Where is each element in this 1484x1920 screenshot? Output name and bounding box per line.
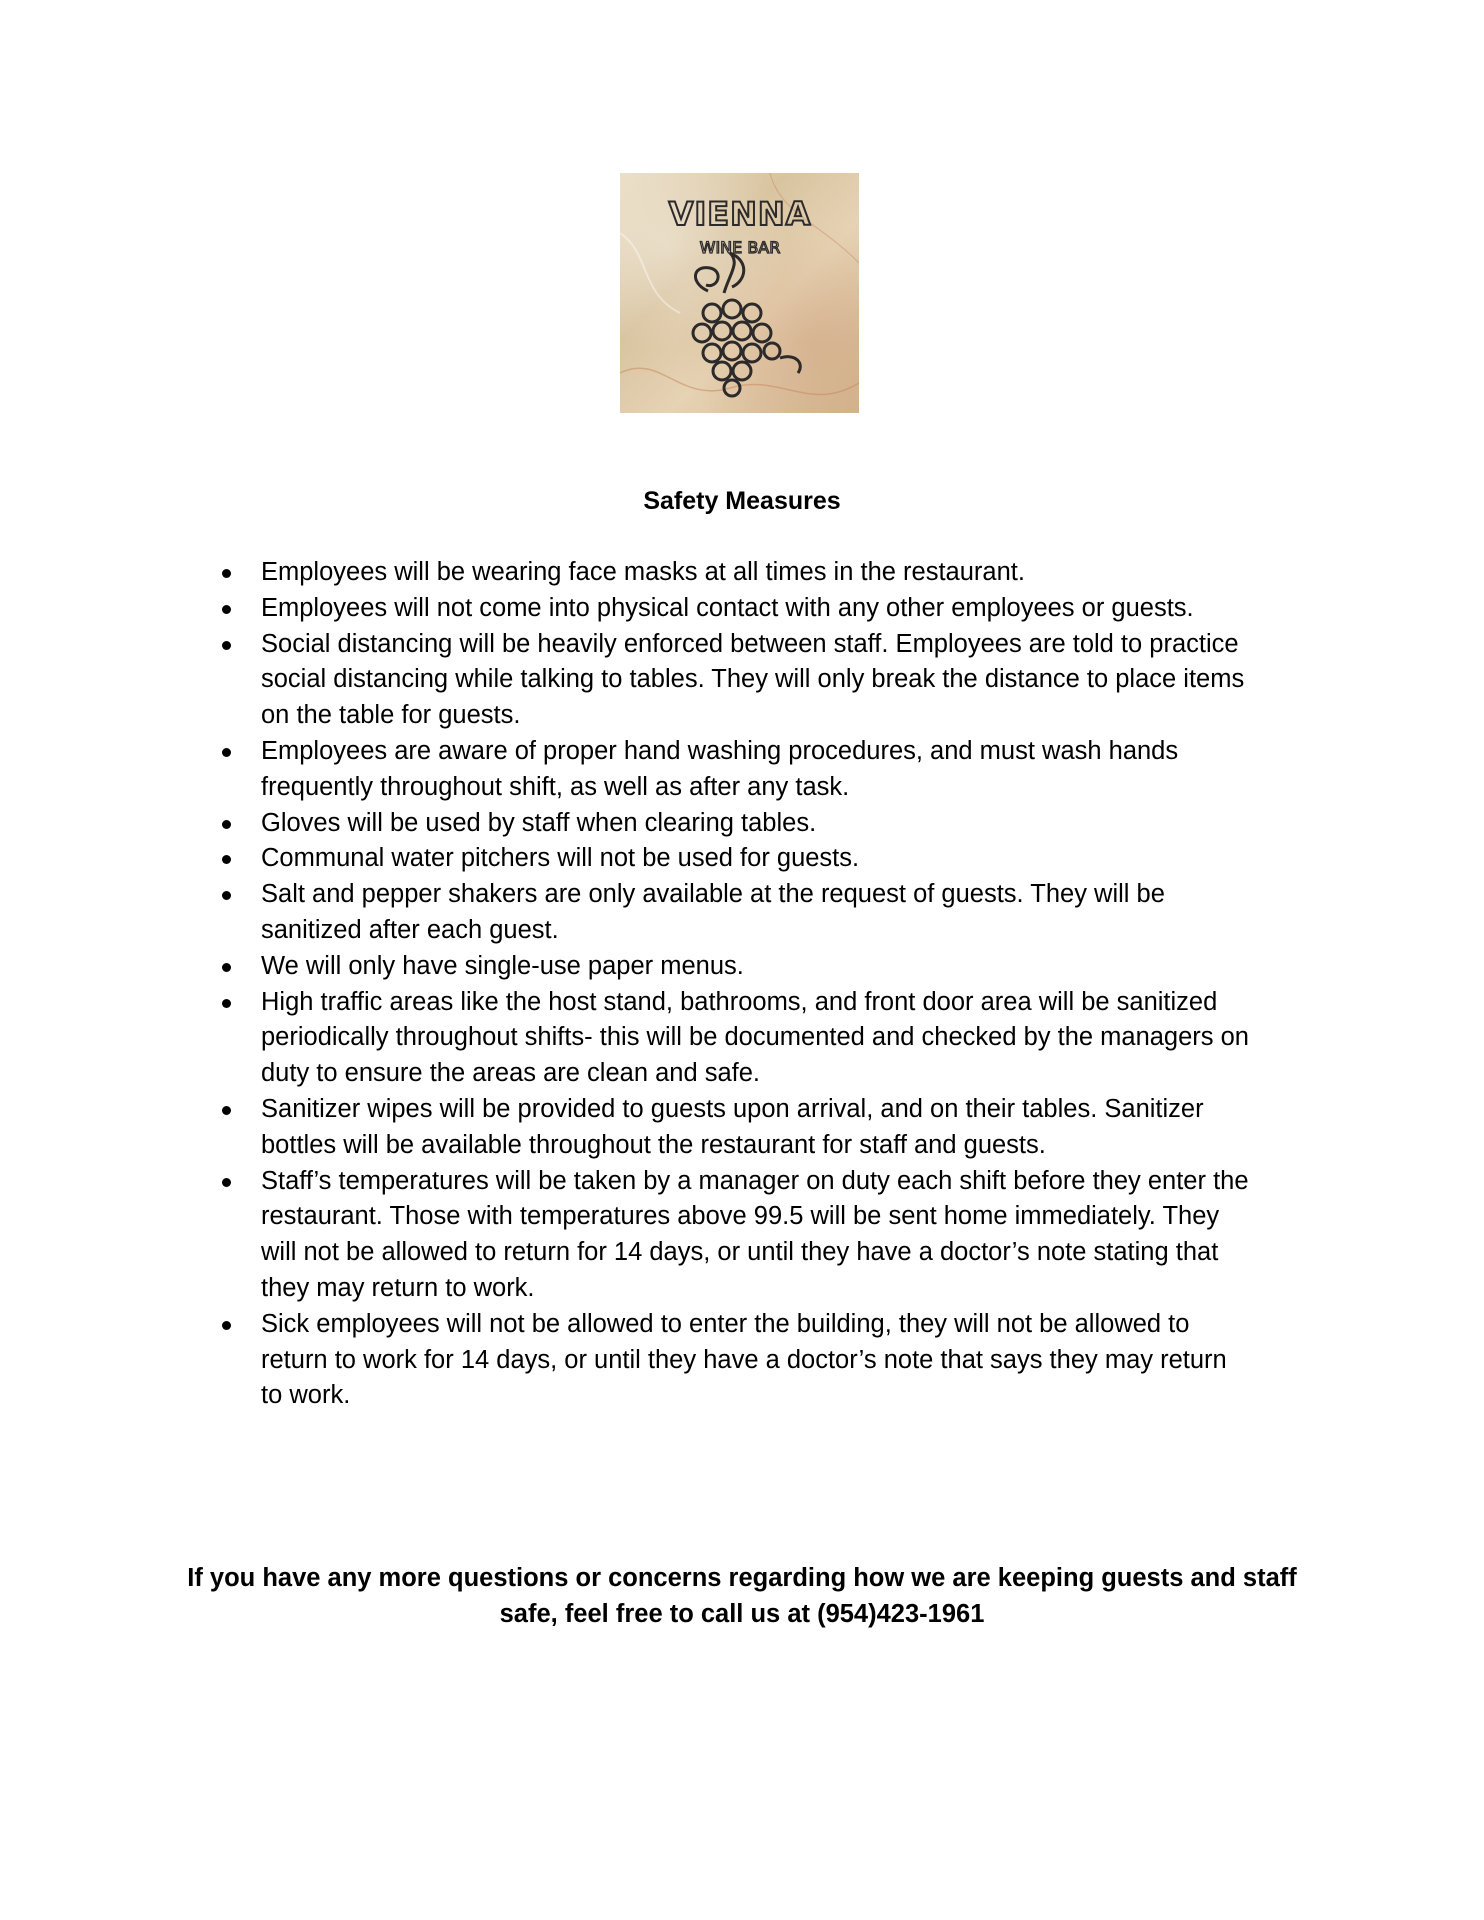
list-item-line: to work. (261, 1381, 351, 1410)
footer-line-1: If you have any more questions or concerns regarding how we are keeping guests and staff (187, 1564, 1297, 1592)
footer-line-2: safe, feel free to call us at (954)423-1961 (499, 1600, 985, 1628)
list-item (222, 806, 1322, 842)
list-item-line: duty to ensure the areas are clean and safe. (261, 1059, 760, 1088)
list-item-line: High traffic areas like the host stand, bathrooms, and front door area will be sanitized (261, 987, 1218, 1016)
list-item-line: Sanitizer wipes will be provided to guests upon arrival, and on their tables. Sanitizer (261, 1094, 1204, 1123)
bullet-icon (222, 1106, 231, 1115)
bullet-icon (222, 569, 231, 578)
list-item (222, 627, 1322, 734)
list-item (222, 985, 1322, 1092)
list-item-line: Gloves will be used by staff when clearing tables. (261, 808, 817, 837)
page-title: Safety Measures (643, 487, 841, 515)
bullet-icon (222, 891, 231, 900)
list-item-line: Employees will not come into physical contact with any other employees or guests. (261, 593, 1194, 622)
logo-tagline: WINE BAR (699, 238, 781, 257)
list-item (222, 877, 1322, 949)
bullet-icon (222, 1321, 231, 1330)
list-item-line: periodically throughout shifts- this will be documented and checked by the managers on (261, 1023, 1249, 1052)
list-item-line: Communal water pitchers will not be used for guests. (261, 844, 860, 873)
list-item (222, 1307, 1322, 1414)
list-item-line: on the table for guests. (261, 701, 521, 730)
list-item-line: will not be allowed to return for 14 days, or until they have a doctor’s note stating that (261, 1238, 1219, 1267)
list-item-line: they may return to work. (261, 1273, 535, 1302)
list-item (222, 1092, 1322, 1164)
list-item (222, 1164, 1322, 1307)
list-item-line: frequently throughout shift, as well as after any task. (261, 772, 850, 801)
bullet-icon (222, 963, 231, 972)
list-item-line: Staff’s temperatures will be taken by a manager on duty each shift before they enter the (261, 1166, 1249, 1195)
list-item (222, 841, 1322, 877)
bullet-icon (222, 855, 231, 864)
list-item (222, 555, 1322, 591)
list-item-line: Employees will be wearing face masks at all times in the restaurant. (261, 558, 1025, 586)
bullet-icon (222, 605, 231, 614)
list-item (222, 591, 1322, 627)
list-item-line: return to work for 14 days, or until they have a doctor’s note that says they may return (261, 1345, 1227, 1374)
list-item-line: Sick employees will not be allowed to enter the building, they will not be allowed to (261, 1309, 1190, 1338)
contact-footer (150, 1560, 1334, 1632)
list-item-line: Employees are aware of proper hand washing procedures, and must wash hands (261, 736, 1179, 765)
bullet-icon (222, 641, 231, 650)
bullet-icon (222, 748, 231, 757)
list-item-line: restaurant. Those with temperatures above 99.5 will be sent home immediately. They (261, 1202, 1220, 1231)
list-item (222, 949, 1322, 985)
list-item-line: social distancing while talking to tables. They will only break the distance to place items (261, 665, 1245, 694)
list-item (222, 734, 1322, 806)
logo-name: VIENNA (668, 195, 812, 233)
safety-measures-list (222, 555, 1322, 1414)
list-item-line: Social distancing will be heavily enforced between staff. Employees are told to practice (261, 629, 1239, 658)
list-item-line: sanitized after each guest. (261, 915, 559, 944)
vienna-wine-bar-logo (620, 173, 859, 413)
list-item-line: We will only have single-use paper menus. (261, 951, 744, 980)
bullet-icon (222, 820, 231, 829)
grape-cluster-icon (620, 173, 859, 413)
list-item-line: Salt and pepper shakers are only available at the request of guests. They will be (261, 880, 1165, 909)
bullet-icon (222, 1178, 231, 1187)
list-item-line: bottles will be available throughout the restaurant for staff and guests. (261, 1130, 1046, 1159)
bullet-icon (222, 999, 231, 1008)
